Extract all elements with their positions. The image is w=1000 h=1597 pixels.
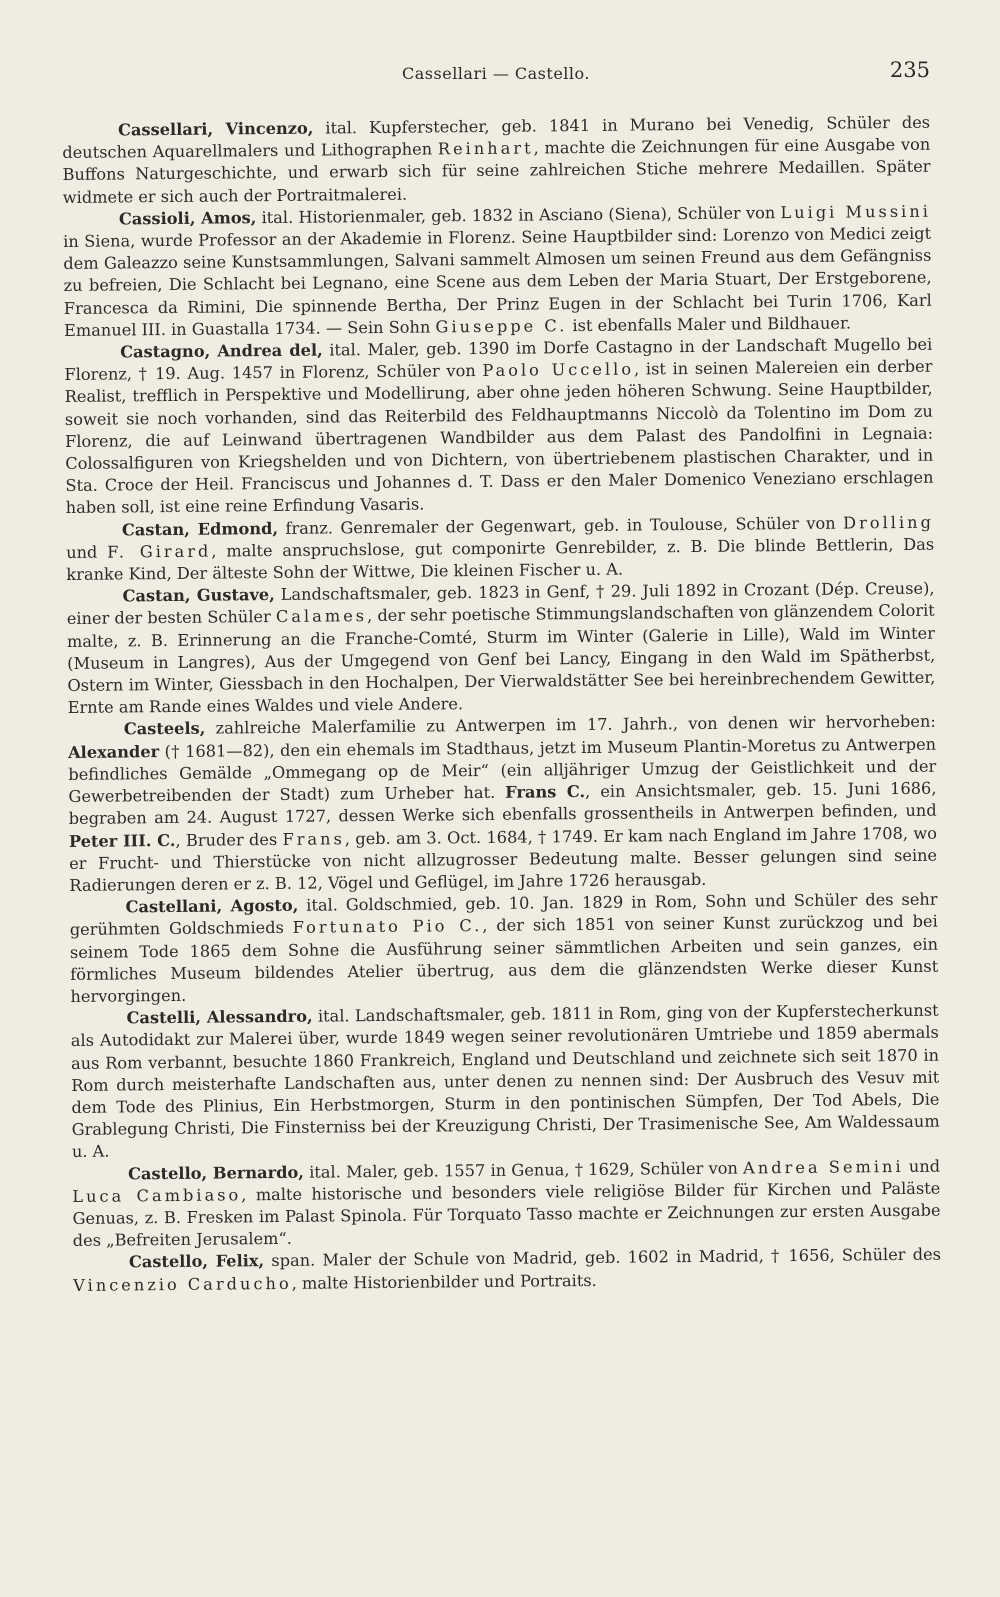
bold-name: Alexander	[67, 741, 160, 762]
entry-castello-bernardo	[72, 1155, 941, 1252]
entry-cassellari	[62, 112, 931, 209]
entry-text: , malte anspruchslose, gut componirte Genrebilder, z. B. Die blinde Bettlerin, Das kranke Kind, Der älteste Sohn der Wittwe, Die kleinen Fischer u. A.	[66, 534, 935, 585]
entry-text: ital. Landschaftsmaler, geb. 1811 in Rom, ging von der Kupferstecherkunst als Autodidakt zur Malerei über, wurde 1849 wegen seiner revolutionären Umtriebe und 1859 abermals aus Rom verbannt, besuchte 1860 Frankreich, England und Deutschland und zeichnete sich seit 1870 in Rom durch meisterhafte Landschaften aus, unter denen zu nennen sind: Der Ausbruch des Vesuv mit dem Tode des Plinius, Ein Herbstmorgen, Sturm in den pontinischen Sümpfen, Der Tod Abels, Die Grablegung Christi, Die Finsterniss bei der Kreuzigung Christi, Der Trasimenische See, Am Waldessaum u. A.	[70, 1000, 940, 1162]
entry-text: , geb. am 3. Oct. 1684, † 1749. Er kam nach England im Jahre 1708, wo er Frucht- und Thierstücke von nicht allzugrosser Bedeutung malte. Besser gelungen sind seine Radierungen deren er z. B. 12, Vögel und Geflügel, im Jahre 1726 herausgab.	[69, 823, 938, 895]
entry-text: span. Maler der Schule von Madrid, geb. 1602 in Madrid, † 1656, Schüler des	[264, 1244, 942, 1271]
entry-text: zahlreiche Malerfamilie zu Antwerpen im 17. Jahrh., von denen wir hervorheben:	[205, 712, 936, 739]
entry-text: ital. Maler, geb. 1557 in Genua, † 1629, Schüler von	[303, 1158, 744, 1182]
bold-name: Frans C.	[505, 782, 586, 802]
entry-headword: Castan, Edmond,	[121, 518, 279, 540]
entry-headword: Castello, Felix,	[128, 1251, 265, 1272]
entry-headword: Castello, Bernardo,	[128, 1162, 304, 1183]
spaced-name: Reinhart	[437, 138, 534, 159]
entry-text: , malte historische und besonders viele religiöse Bilder für Kirchen und Paläste Genuas, z. B. Fresken im Palast Spinola. Für Torquato Tasso machte er Zeichnungen zur ersten Ausgabe des „Befreiten Jerusalem“.	[72, 1178, 941, 1251]
entry-text: , ist in seinen Malereien ein derber Realist, trefflich in Perspektive und Modellirung, aber ohne jeden höheren Schwung. Seine Hauptbilder, soweit sie noch vorhanden, sind das Reiterbild des Feldhauptmanns Niccolò da Tolentino im Dom zu Florenz, die auf Leinwand übertragenen Wandbilder aus dem Palast des Pandolfini in Legnaia: Colossalfiguren von Kriegshelden und von Dichtern, von übertriebenem plastischen Charakter, und in Sta. Croce der Heil. Franciscus und Johannes d. T. Dass er den Maler Domenico Veneziano erschlagen haben soll, ist eine reine Erfindung Vasaris.	[64, 356, 934, 518]
spaced-name: F. Girard	[107, 541, 212, 562]
spaced-name: Calames	[275, 606, 368, 627]
entry-headword: Castellani, Agosto,	[125, 895, 299, 917]
entry-text: ital. Goldschmied, geb. 10. Jan. 1829 in Rom, Sohn und Schüler des sehr gerühmten Goldschmieds	[69, 889, 938, 940]
entry-text: , malte Historienbilder und Portraits.	[291, 1270, 597, 1293]
entry-text: , der sich 1851 von seiner Kunst zurückzog und bei seinem Tode 1865 dem Sohne die Ausführung seiner sämmtlichen Arbeiten und sein ganzes, ein förmliches Museum bildendes Atelier übertrug, aus dem die glänzendsten Werke dieser Kunst hervorgingen.	[69, 911, 939, 1006]
spaced-name: Giuseppe C.	[435, 315, 568, 337]
entry-text: († 1681—82), den ein ehemals im Stadthaus, jetzt im Museum Plantin-Moretus zu Antwerpen befindliches Gemälde „Ommegang op de Meir“ (ein alljähriger Umzug der Geistlichkeit und der Gewerbetreibenden der Stadt) zum Urheber hat.	[68, 734, 937, 807]
entry-cassioli	[63, 200, 932, 342]
entry-castellani	[69, 889, 938, 1008]
spaced-name: Vincenzio Carducho	[73, 1273, 292, 1295]
page-header	[62, 58, 930, 88]
entry-text: , ein Ansichtsmaler, geb. 15. Juni 1686, begraben am 24. August 1727, dessen Werke sich ebenfalls grossentheils in Antwerpen befinden, und	[68, 778, 937, 829]
spaced-name: Andrea Semini	[743, 1156, 904, 1178]
entry-headword: Casteels,	[123, 719, 206, 739]
entry-text: franz. Genremaler der Gegenwart, geb. in Toulouse, Schüler von	[277, 513, 844, 538]
entry-castagno	[64, 334, 934, 520]
spaced-name: Luca Cambiaso	[72, 1185, 242, 1206]
entry-headword: Castelli, Alessandro,	[126, 1006, 313, 1028]
entry-headword: Castagno, Andrea del,	[120, 340, 323, 362]
spaced-name: Luigi Mussini	[780, 201, 931, 222]
entry-castelli	[71, 1000, 940, 1164]
page-number: 235	[889, 58, 930, 82]
entry-text: ist ebenfalls Maler und Bildhauer.	[567, 313, 852, 335]
bold-name: Peter III. C.	[68, 830, 176, 851]
entry-headword: Cassioli, Amos,	[118, 207, 257, 229]
spaced-name: Paolo Uccello	[482, 359, 635, 381]
entry-text: und	[66, 542, 108, 562]
entry-text: ital. Maler, geb. 1390 im Dorfe Castagno in der Landschaft Mugello bei Florenz, † 19. Aug. 1457 in Florenz, Schüler von	[64, 334, 933, 385]
entry-castello-felix	[73, 1244, 941, 1297]
entry-text: , der sehr poetische Stimmungslandschaften von glänzendem Colorit malte, z. B. Erinnerung an die Franche-Comté, Sturm im Winter (Galerie in Lille), Wald im Winter (Museum in Langres), Aus der Umgegend von Genf bei Lancy, Eingang in den Wald im Spätherbst, Ostern im Winter, Giessbach in den Hochalpen, Der Vierwaldstätter See bei hereinbrechendem Gewitter, Ernte am Rande eines Waldes und viele Andere.	[66, 601, 936, 718]
entry-headword: Castan, Gustave,	[122, 585, 275, 606]
entry-text: ital. Kupferstecher, geb. 1841 in Murano bei Venedig, Schüler des deutschen Aquarellmalers und Lithographen	[62, 112, 931, 163]
entry-text: , Bruder des	[175, 829, 283, 850]
spaced-name: Fortunato Pio C.	[292, 916, 483, 938]
spaced-name: Drolling	[843, 512, 934, 533]
dictionary-entries	[62, 112, 941, 1297]
entry-castan-edmond	[66, 511, 935, 586]
entry-text: ital. Historienmaler, geb. 1832 in Asciano (Siena), Schüler von	[256, 202, 781, 227]
running-head: Cassellari — Castello.	[402, 64, 590, 83]
spaced-name: Frans	[282, 828, 345, 849]
entry-text: Landschaftsmaler, geb. 1823 in Genf, † 29. Juli 1892 in Crozant (Dép. Creuse), einer der besten Schüler	[66, 578, 935, 629]
entry-text: , machte die Zeichnungen für eine Ausgabe von Buffons Naturgeschichte, und erwarb sich für seine zahlreichen Stiche mehrere Medaillen. Später widmete er sich auch der Portraitmalerei.	[62, 134, 931, 207]
entry-text: und	[903, 1156, 941, 1176]
entry-headword: Cassellari, Vincenzo,	[118, 118, 314, 140]
entry-casteels	[68, 711, 938, 897]
entry-text: in Siena, wurde Professor an der Akademie in Florenz. Seine Hauptbilder sind: Lorenzo von Medici zeigt dem Galeazzo seine Kunstsammlungen, Salvani sammelt Almosen um seinen Freund aus dem Gefängniss zu befreien, Die Schlacht bei Legnano, eine Scene aus dem Leben der Maria Stuart, Der Erstgeborene, Francesca da Rimini, Die spinnende Bertha, Der Prinz Eugen in der Schlacht bei Turin 1706, Karl Emanuel III. in Guastalla 1734. — Sein Sohn	[63, 223, 932, 340]
entry-castan-gustave	[66, 578, 935, 720]
